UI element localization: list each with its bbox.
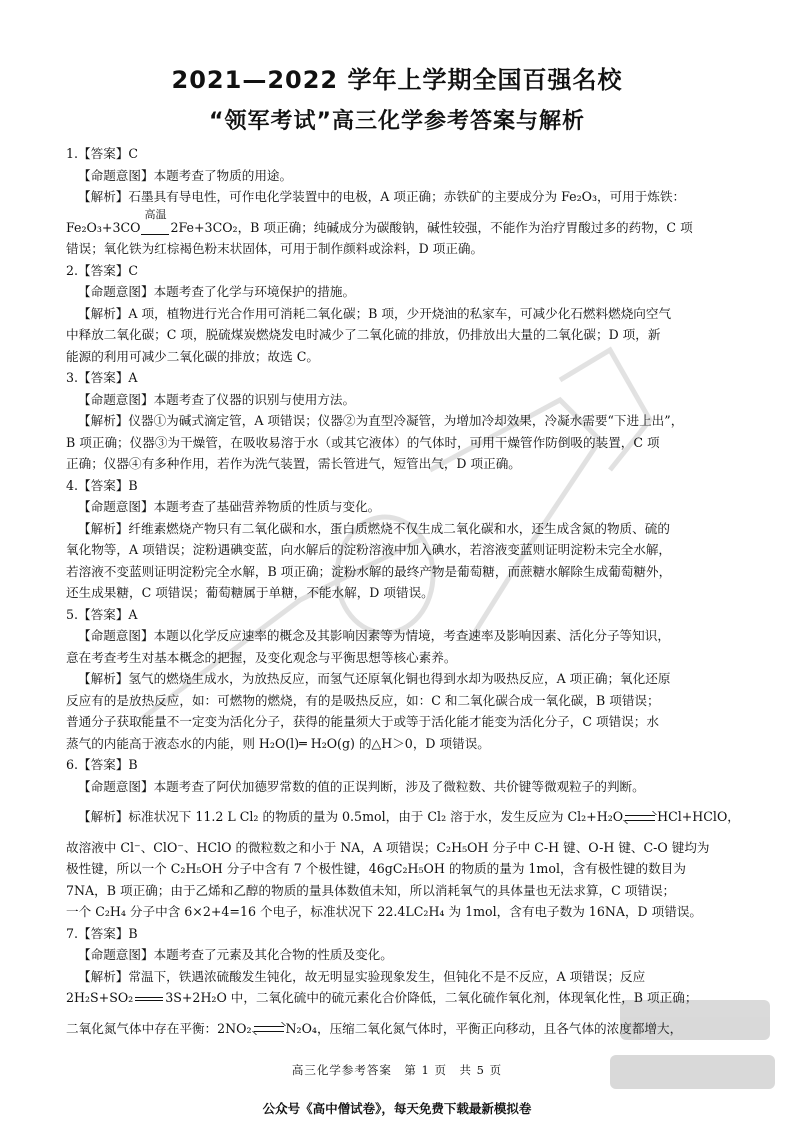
analysis-text: 错误；氧化铁为红棕褐色粉末状固体，可用于制作颜料或涂料，D 项正确。 — [66, 241, 484, 256]
answer-label: 【答案】C — [78, 262, 139, 278]
analysis-text: 普通分子获取能量不一定变为活化分子，获得的能量须大于或等于活化能才能变为活化分子，C 项错误；水 — [66, 714, 659, 729]
analysis-segment: 【解析】标准状况下 11.2 L Cl₂ 的物质的量为 0.5mol，由于 Cl₂ 溶于水，发生反应为 Cl₂+H₂O — [78, 809, 624, 824]
analysis-text — [66, 987, 742, 1009]
question-1 — [66, 143, 742, 260]
analysis-text: 还生成果糖，C 项错误；葡萄糖属于单糖，不能水解，D 项错误。 — [66, 585, 434, 600]
analysis-text: 正确；仪器④有多种作用，若作为洗气装置，需长管进气，短管出气，D 项正确。 — [66, 456, 521, 471]
analysis-text: 故溶液中 Cl⁻、ClO⁻、HClO 的微粒数之和小于 NA，A 项错误；C₂H₅OH 分子中 C-H 键、O-H 键、C-O 键均为 — [66, 839, 710, 855]
question-number: 6. — [66, 757, 79, 772]
analysis-text: 氧化物等，A 项错误；淀粉遇碘变蓝，向水解后的淀粉溶液中加入碘水，若溶液变蓝则证明淀粉未完全水解， — [66, 542, 672, 557]
analysis-text: 极性键，所以一个 C₂H₅OH 分子中含有 7 个极性键，46gC₂H₅OH 的物质的量为 1mol，含有极性键的数目为 — [66, 861, 686, 876]
reaction-arrow — [141, 207, 169, 235]
answer-label: 【答案】B — [78, 757, 138, 772]
analysis-segment: 3S+2H₂O 中，二氧化硫中的硫元素化合价降低，二氧化硫作氧化剂，体现氧化性，B 项正确； — [165, 990, 698, 1005]
equation-products: 2Fe+3CO₂，B 项正确；纯碱成分为碳酸钠，碱性较强，不能作为治疗胃酸过多的药物，C 项 — [170, 219, 693, 235]
question-3 — [66, 367, 742, 475]
question-5 — [66, 604, 742, 755]
answer-label: 【答案】A — [78, 370, 138, 385]
question-number: 7. — [66, 925, 79, 941]
analysis-text — [66, 1018, 742, 1040]
question-7 — [66, 923, 742, 1040]
intent-text: 【命题意图】本题考查了化学与环境保护的措施。 — [78, 284, 356, 299]
answer-label: 【答案】B — [78, 477, 138, 493]
equilibrium-arrow — [625, 815, 655, 821]
intent-text: 【命题意图】本题考查了物质的用途。 — [78, 167, 293, 183]
question-number: 5. — [66, 606, 79, 622]
intent-text: 【命题意图】本题考查了阿伏加德罗常数的值的正误判断，涉及了微粒数、共价键等微观粒子的判断。 — [78, 778, 645, 794]
analysis-text: 反应有的是放热反应，如：可燃物的燃烧，有的是吸热反应，如：C 和二氧化碳合成一氧化碳，B 项错误； — [66, 692, 660, 708]
intent-text: 意在考查考生对基本概念的把握，及变化观念与平衡思想等核心素养。 — [66, 649, 457, 665]
analysis-segment: 2H₂S+SO₂ — [66, 990, 134, 1005]
bottom-promo-note: 公众号《高中僧试卷》，每天免费下载最新模拟卷 — [262, 1101, 532, 1116]
analysis-text: 【解析】A 项，植物进行光合作用可消耗二氧化碳；B 项，少开烧油的私家车，可减少化石燃料燃烧向空气 — [78, 305, 672, 321]
intent-text: 【命题意图】本题考查了元素及其化合物的性质及变化。 — [78, 947, 393, 962]
question-number: 1. — [66, 146, 79, 161]
intent-text: 【命题意图】本题以化学反应速率的概念及其影响因素等为情境，考查速率及影响因素、活化分子等知识， — [78, 628, 670, 643]
analysis-text: 蒸气的内能高于液态水的内能，则 H₂O(l)═ H₂O(g) 的△H＞0，D 项错误。 — [66, 735, 490, 751]
analysis-text: 一个 C₂H₄ 分子中含 6×2+4=16 个电子，标准状况下 22.4LC₂H₄ 为 1mol，含有电子数为 16NA，D 项错误。 — [66, 904, 703, 919]
equation-line — [66, 207, 742, 239]
document-title: 2021—2022 学年上学期全国百强名校 — [171, 66, 623, 94]
intent-text: 【命题意图】本题考查了基础营养物质的性质与变化。 — [78, 499, 381, 514]
answer-label: 【答案】A — [78, 606, 138, 622]
intent-text: 【命题意图】本题考查了仪器的识别与使用方法。 — [78, 391, 356, 407]
equilibrium-arrow — [254, 1026, 284, 1032]
document-subtitle: “领军考试”高三化学参考答案与解析 — [209, 109, 585, 134]
analysis-text: 【解析】常温下，铁遇浓硫酸发生钝化，故无明显实验现象发生，但钝化不是不反应，A 项错误；反应 — [78, 968, 646, 984]
analysis-text: 【解析】纤维素燃烧产物只有二氧化碳和水，蛋白质燃烧不仅生成二氧化碳和水，还生成含氮的物质、硫的 — [78, 520, 670, 536]
equation-reactants: Fe₂O₃+3CO — [66, 219, 141, 235]
question-2 — [66, 260, 742, 368]
question-number: 4. — [66, 477, 79, 493]
question-4 — [66, 475, 742, 604]
page-footer: 高三化学参考答案 第 1 页 共 5 页 — [291, 1063, 503, 1077]
analysis-text: 能源的利用可减少二氧化碳的排放；故选 C。 — [66, 348, 319, 364]
analysis-text: 7NA，B 项正确；由于乙烯和乙醇的物质的量具体数值未知，所以消耗氧气的具体量也无法求算，C 项错误； — [66, 882, 676, 898]
analysis-segment: 二氧化氮气体中存在平衡：2NO₂ — [66, 1020, 252, 1036]
answer-content — [66, 143, 742, 1039]
reaction-condition: 高温 — [144, 207, 167, 221]
analysis-text — [78, 806, 742, 828]
analysis-text: 若溶液不变蓝则证明淀粉完全水解，B 项正确；淀粉水解的最终产物是葡萄糖，而蔗糖水解除生成葡萄糖外， — [66, 563, 672, 579]
question-6 — [66, 754, 742, 923]
analysis-segment: HCl+HClO， — [657, 809, 740, 824]
analysis-segment: N₂O₄，压缩二氧化氮气体时，平衡正向移动，且各气体的浓度都增大， — [285, 1020, 683, 1036]
answer-label: 【答案】C — [78, 146, 139, 161]
question-number: 3. — [66, 370, 79, 385]
equals-sign — [135, 997, 163, 1001]
analysis-text: 【解析】氢气的燃烧生成水，为放热反应，而氢气还原氧化铜也得到水却为吸热反应，A 项正确；氧化还原 — [78, 671, 671, 686]
question-number: 2. — [66, 262, 79, 278]
analysis-text: 【解析】仪器①为碱式滴定管，A 项错误；仪器②为直型冷凝管，为增加冷却效果，冷凝水需要“下进上出”， — [78, 413, 684, 428]
analysis-text: 【解析】石墨具有导电性，可作电化学装置中的电极，A 项正确；赤铁矿的主要成分为 Fe₂O₃，可用于炼铁： — [78, 189, 686, 204]
analysis-text: B 项正确；仪器③为干燥管，在吸收易溶于水（或其它液体）的气体时，可用干燥管作防倒吸的装置，C 项 — [66, 434, 660, 450]
analysis-text: 中释放二氧化碳；C 项，脱硫煤炭燃烧发电时减少了二氧化硫的排放，仍排放出大量的二氧化碳；D 项，新 — [66, 327, 661, 342]
answer-label: 【答案】B — [78, 925, 138, 941]
